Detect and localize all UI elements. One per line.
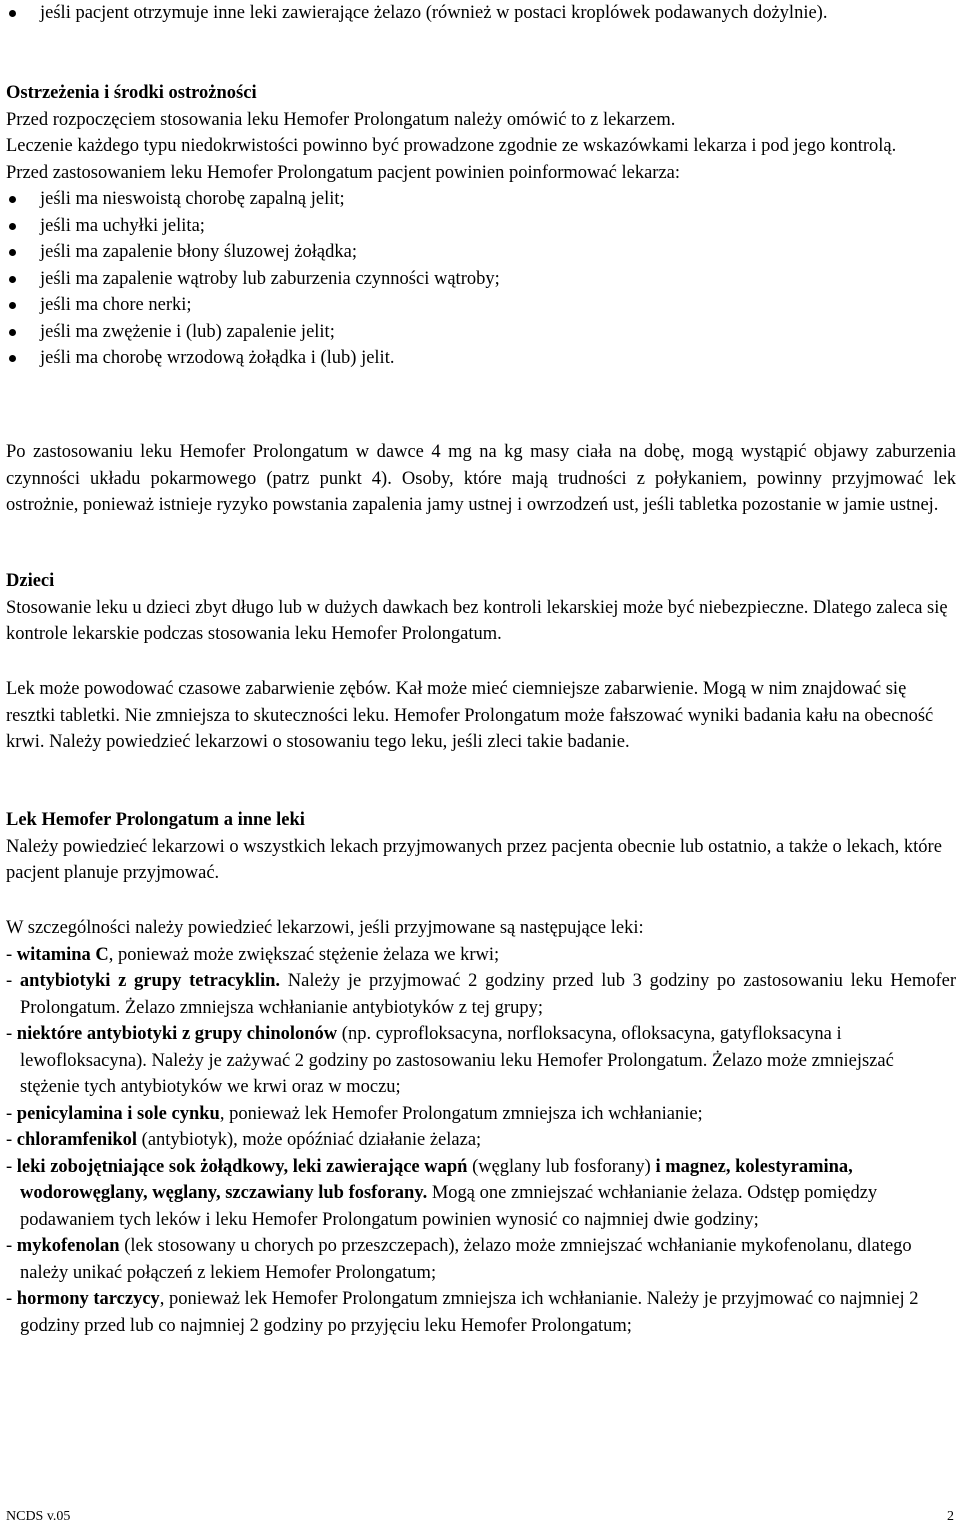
drug-note: (antybiotyk), może opóźniać działanie żelaza; bbox=[137, 1130, 482, 1150]
drug-item: - antybiotyki z grupy tetracyklin. Należy je przyjmować 2 godziny przed lub 3 godziny po zastosowaniu leku Hemofer Prolongatum. Żelazo zmniejsza wchłanianie antybiotyków z tej grupy; bbox=[6, 971, 956, 1018]
drug-name: antybiotyki z grupy tetracyklin. bbox=[19, 971, 281, 991]
children-text: Stosowanie leku u dzieci zbyt długo lub w dużych dawkach bez kontroli lekarskiej może być niebezpieczne. Dlatego zaleca się kontrole lekarskie podczas stosowania leku Hemofer Prolongatum. bbox=[6, 597, 948, 644]
warning-bullet: jeśli ma chorobę wrzodową żołądka i (lub) jelit. bbox=[6, 345, 956, 372]
drug-name: penicylamina i sole cynku bbox=[16, 1103, 220, 1124]
interactions-list bbox=[6, 915, 956, 1339]
drug-note: (węglany lub fosforany) bbox=[467, 1156, 656, 1177]
drug-item: - penicylamina i sole cynku, ponieważ lek Hemofer Prolongatum zmniejsza ich wchłanianie; bbox=[6, 1103, 703, 1124]
page-footer bbox=[0, 1507, 960, 1527]
footer-page-number: 2 bbox=[947, 1509, 954, 1524]
drug-item: - chloramfenikol (antybiotyk), może opóźniać działanie żelaza; bbox=[6, 1130, 482, 1150]
drug-item: - hormony tarczycy, ponieważ lek Hemofer Prolongatum zmniejsza ich wchłanianie. Należy je przyjmować co najmniej 2 godziny przed lub co najmniej 2 godziny po przyjęciu leku Hemofer Prolongatum; bbox=[6, 1289, 919, 1336]
warnings-line3: Przed zastosowaniem leku Hemofer Prolongatum pacjent powinien poinformować lekarza: bbox=[6, 162, 681, 183]
drug-note: , ponieważ lek Hemofer Prolongatum zmniejsza ich wchłanianie; bbox=[219, 1103, 703, 1124]
warning-bullet: jeśli ma nieswoistą chorobę zapalną jelit; bbox=[6, 186, 956, 213]
drug-name: mykofenolan bbox=[16, 1236, 120, 1256]
teeth-paragraph: Lek może powodować czasowe zabarwienie zębów. Kał może mieć ciemniejsze zabarwienie. Mogą w nim znajdować się resztki tabletki. Nie zmniejsza to skuteczności leku. Hemofer Prolongatum może fałszować wyniki badania kału na obecność krwi. Należy powiedzieć lekarzowi o stosowaniu tego leku, jeśli zleci takie badanie. bbox=[6, 679, 934, 752]
children-section bbox=[6, 568, 956, 648]
drug-note-extra: Mogą one zmniejszać wchłanianie żelaza. Odstęp pomiędzy podawaniem tych leków i leku Hemofer Prolongatum powinien wynosić co najmniej dwie godziny; bbox=[20, 1183, 878, 1230]
drug-note: , ponieważ może zwiększać stężenie żelaza we krwi; bbox=[108, 944, 500, 965]
drug-item: - witamina C, ponieważ może zwiększać stężenie żelaza we krwi; bbox=[6, 944, 500, 965]
footer-version: NCDS v.05 bbox=[6, 1509, 71, 1524]
interactions-intro: W szczególności należy powiedzieć lekarzowi, jeśli przyjmowane są następujące leki: bbox=[6, 918, 644, 938]
warnings-line2: Leczenie każdego typu niedokrwistości powinno być prowadzone zgodnie ze wskazówkami lekarza i pod jego kontrolą. bbox=[6, 136, 897, 156]
interactions-heading: Lek Hemofer Prolongatum a inne leki bbox=[6, 810, 305, 830]
drug-item: - mykofenolan (lek stosowany u chorych po przeszczepach), żelazo może zmniejszać wchłanianie mykofenolanu, dlatego należy unikać połączeń z lekiem Hemofer Prolongatum; bbox=[6, 1236, 912, 1283]
drug-name: niektóre antybiotyki z grupy chinolonów bbox=[16, 1024, 338, 1044]
drug-note: Należy je przyjmować 2 godziny przed lub 3 godziny po zastosowaniu leku Hemofer Prolongatum. Żelazo zmniejsza wchłanianie antybiotyków z tej grupy; bbox=[20, 971, 956, 1018]
drug-name: leki zobojętniające sok żołądkowy, leki zawierające wapń bbox=[16, 1156, 468, 1177]
drug-name: chloramfenikol bbox=[16, 1130, 138, 1150]
drug-name: witamina C bbox=[16, 944, 109, 965]
top-bullet-item: jeśli pacjent otrzymuje inne leki zawierające żelazo (również w postaci kroplówek podawanych dożylnie). bbox=[6, 0, 960, 27]
interactions-text: Należy powiedzieć lekarzowi o wszystkich lekach przyjmowanych przez pacjenta obecnie lub ostatnio, a także o lekach, które pacjent planuje przyjmować. bbox=[6, 836, 942, 883]
warning-bullet: jeśli ma zwężenie i (lub) zapalenie jelit; bbox=[6, 319, 956, 346]
warning-bullet: jeśli ma uchyłki jelita; bbox=[6, 213, 956, 240]
drug-note: , ponieważ lek Hemofer Prolongatum zmniejsza ich wchłanianie. Należy je przyjmować co najmniej 2 godziny przed lub co najmniej 2 godziny po przyjęciu leku Hemofer Prolongatum; bbox=[20, 1289, 919, 1336]
warning-bullet: jeśli ma zapalenie błony śluzowej żołądka; bbox=[6, 239, 956, 266]
drug-note: (np. cyprofloksacyna, norfloksacyna, ofloksacyna, gatyfloksacyna i lewofloksacyna). Należy je zażywać 2 godziny po zastosowaniu leku Hemofer Prolongatum. Żelazo może zmniejszać stężenie tych antybiotyków we krwi oraz w moczu; bbox=[20, 1024, 894, 1097]
warnings-line1: Przed rozpoczęciem stosowania leku Hemofer Prolongatum należy omówić to z lekarzem. bbox=[6, 109, 676, 130]
warning-bullet: jeśli ma zapalenie wątroby lub zaburzenia czynności wątroby; bbox=[6, 266, 956, 293]
interactions-section bbox=[6, 807, 956, 887]
drug-item: - niektóre antybiotyki z grupy chinolonów (np. cyprofloksacyna, norfloksacyna, ofloksacyna, gatyfloksacyna i lewofloksacyna). Należy je zażywać 2 godziny po zastosowaniu leku Hemofer Prolongatum. Żelazo może zmniejszać stężenie tych antybiotyków we krwi oraz w moczu; bbox=[6, 1024, 894, 1097]
children-heading: Dzieci bbox=[6, 571, 55, 591]
warning-bullet: jeśli ma chore nerki; bbox=[6, 292, 956, 319]
drug-name-extra: i magnez, kolestyramina, wodorowęglany, węglany, szczawiany lub fosforany. bbox=[20, 1156, 853, 1203]
warnings-section bbox=[6, 80, 956, 372]
drug-item: - leki zobojętniające sok żołądkowy, leki zawierające wapń (węglany lub fosforany) i magnez, kolestyramina, wodorowęglany, węglany, szczawiany lub fosforany. Mogą one zmniejszać wchłanianie żelaza. Odstęp pomiędzy podawaniem tych leków i leku Hemofer Prolongatum powinien wynosić co najmniej dwie godziny; bbox=[6, 1156, 878, 1230]
drug-name: hormony tarczycy bbox=[16, 1289, 160, 1309]
warnings-heading: Ostrzeżenia i środki ostrożności bbox=[6, 83, 257, 103]
drug-note: (lek stosowany u chorych po przeszczepach), żelazo może zmniejszać wchłanianie mykofenolanu, dlatego należy unikać połączeń z lekiem Hemofer Prolongatum; bbox=[20, 1236, 912, 1283]
gi-paragraph: Po zastosowaniu leku Hemofer Prolongatum w dawce 4 mg na kg masy ciała na dobę, mogą wystąpić objawy zaburzenia czynności układu pokarmowego (patrz punkt 4). Osoby, które mają trudności z połykaniem, powinny przyjmować lek ostrożnie, ponieważ istnieje ryzyko powstania zapalenia jamy ustnej i owrzodzeń ust, jeśli tabletka pozostanie w jamie ustnej. bbox=[6, 442, 956, 515]
